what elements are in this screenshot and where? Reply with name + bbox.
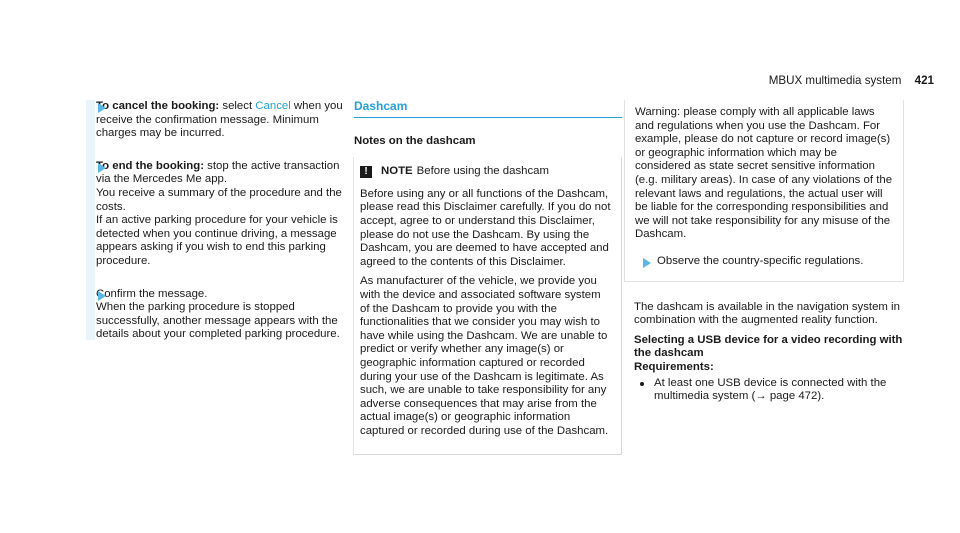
dashcam-info — [634, 301, 904, 404]
step-text: Observe the country-specific regulations. — [657, 254, 864, 267]
cancel-softkey: Cancel — [255, 100, 291, 112]
step-text-2: You receive a summary of the procedure and the costs. — [96, 186, 342, 213]
step-end-booking — [62, 160, 347, 269]
sub-title: Notes on the dashcam — [354, 134, 476, 147]
step-text: Confirm the message. — [96, 287, 208, 300]
step-heading: To end the booking: — [96, 159, 204, 172]
requirement-item — [634, 377, 904, 404]
step-observe-regulations — [635, 255, 895, 269]
step-text-2: When the parking procedure is stopped successfully, another message appears with the details about your completed parking procedure. — [96, 301, 340, 341]
column-3 — [634, 100, 904, 404]
step-confirm-message — [62, 288, 347, 342]
availability-text: The dashcam is available in the navigation system in combination with the augmented reality function. — [634, 300, 900, 327]
step-text-pre: select — [219, 100, 256, 112]
step-text-3: If an active parking procedure for your vehicle is detected when you continue driving, a message appears asking if you wish to end this parking procedure. — [96, 214, 338, 267]
section-title: Dashcam — [354, 100, 622, 118]
note-heading: Before using the dashcam — [416, 165, 549, 178]
step-cancel-booking — [62, 100, 347, 141]
page-header — [769, 74, 934, 88]
warning-text: Warning: please comply with all applicable laws and regulations when you use the Dashcam. For example, please do not capture or record image(s) or geographic information which may be considered as state secret sensitive information (e.g. military areas). In case of any violations of the relevant laws and regulations, the actual user will be liable for the corresponding responsibilities and we will not take responsibility for any misuse of the Dashcam. — [635, 106, 893, 241]
note-paragraph-2: As manufacturer of the vehicle, we provide you with the device and associated software system of the Dashcam to provide you with the functionalities that we consider you may wish to have while using the Dashcam. We are unable to predict or verify whether any image(s) or geographic information captured or recorded during your use of the Dashcam is legitimate. As such, we are unable to take responsibility for any adverse consequences that may arise from the actual image(s) or geographic information captured or recorded during use of the Dashcam. — [360, 275, 609, 437]
exclamation-icon: ! — [360, 166, 372, 178]
step-arrow-icon — [98, 291, 106, 301]
bullet-icon — [640, 382, 644, 386]
step-text — [96, 160, 347, 187]
column-2 — [354, 100, 622, 455]
step-text-post: when you receive the confirmation message. Minimum charges may be incurred. — [96, 100, 343, 140]
note-paragraph-1: Before using any or all functions of the Dashcam, please read this Disclaimer carefully. If you do not accept, agree to or understand this Disclaimer, please do not use the Dashcam. By using the Dashcam, you are deemed to have accepted and agreed to the contents of this Disclaimer. — [360, 187, 611, 268]
step-arrow-icon — [98, 163, 106, 173]
warning-box-continued — [624, 100, 904, 282]
column-1 — [62, 100, 347, 361]
note-body — [354, 188, 613, 439]
step-arrow-icon — [643, 258, 651, 268]
page-number: 421 — [914, 74, 934, 87]
step-arrow-icon — [98, 103, 106, 113]
requirement-text: At least one USB device is connected with the multimedia system (→ page 472). — [654, 376, 887, 403]
note-box — [353, 157, 622, 455]
selecting-title: Selecting a USB device for a video recording with the dashcam — [634, 333, 903, 360]
note-label: NOTE — [381, 165, 413, 178]
step-text — [96, 100, 347, 141]
requirements-label: Requirements: — [634, 360, 714, 373]
step-heading: To cancel the booking: — [96, 100, 220, 112]
header-title: MBUX multimedia system — [768, 74, 902, 87]
step-text-body: stop the active transaction via the Mercedes Me app. — [96, 159, 340, 186]
note-header — [354, 165, 613, 179]
